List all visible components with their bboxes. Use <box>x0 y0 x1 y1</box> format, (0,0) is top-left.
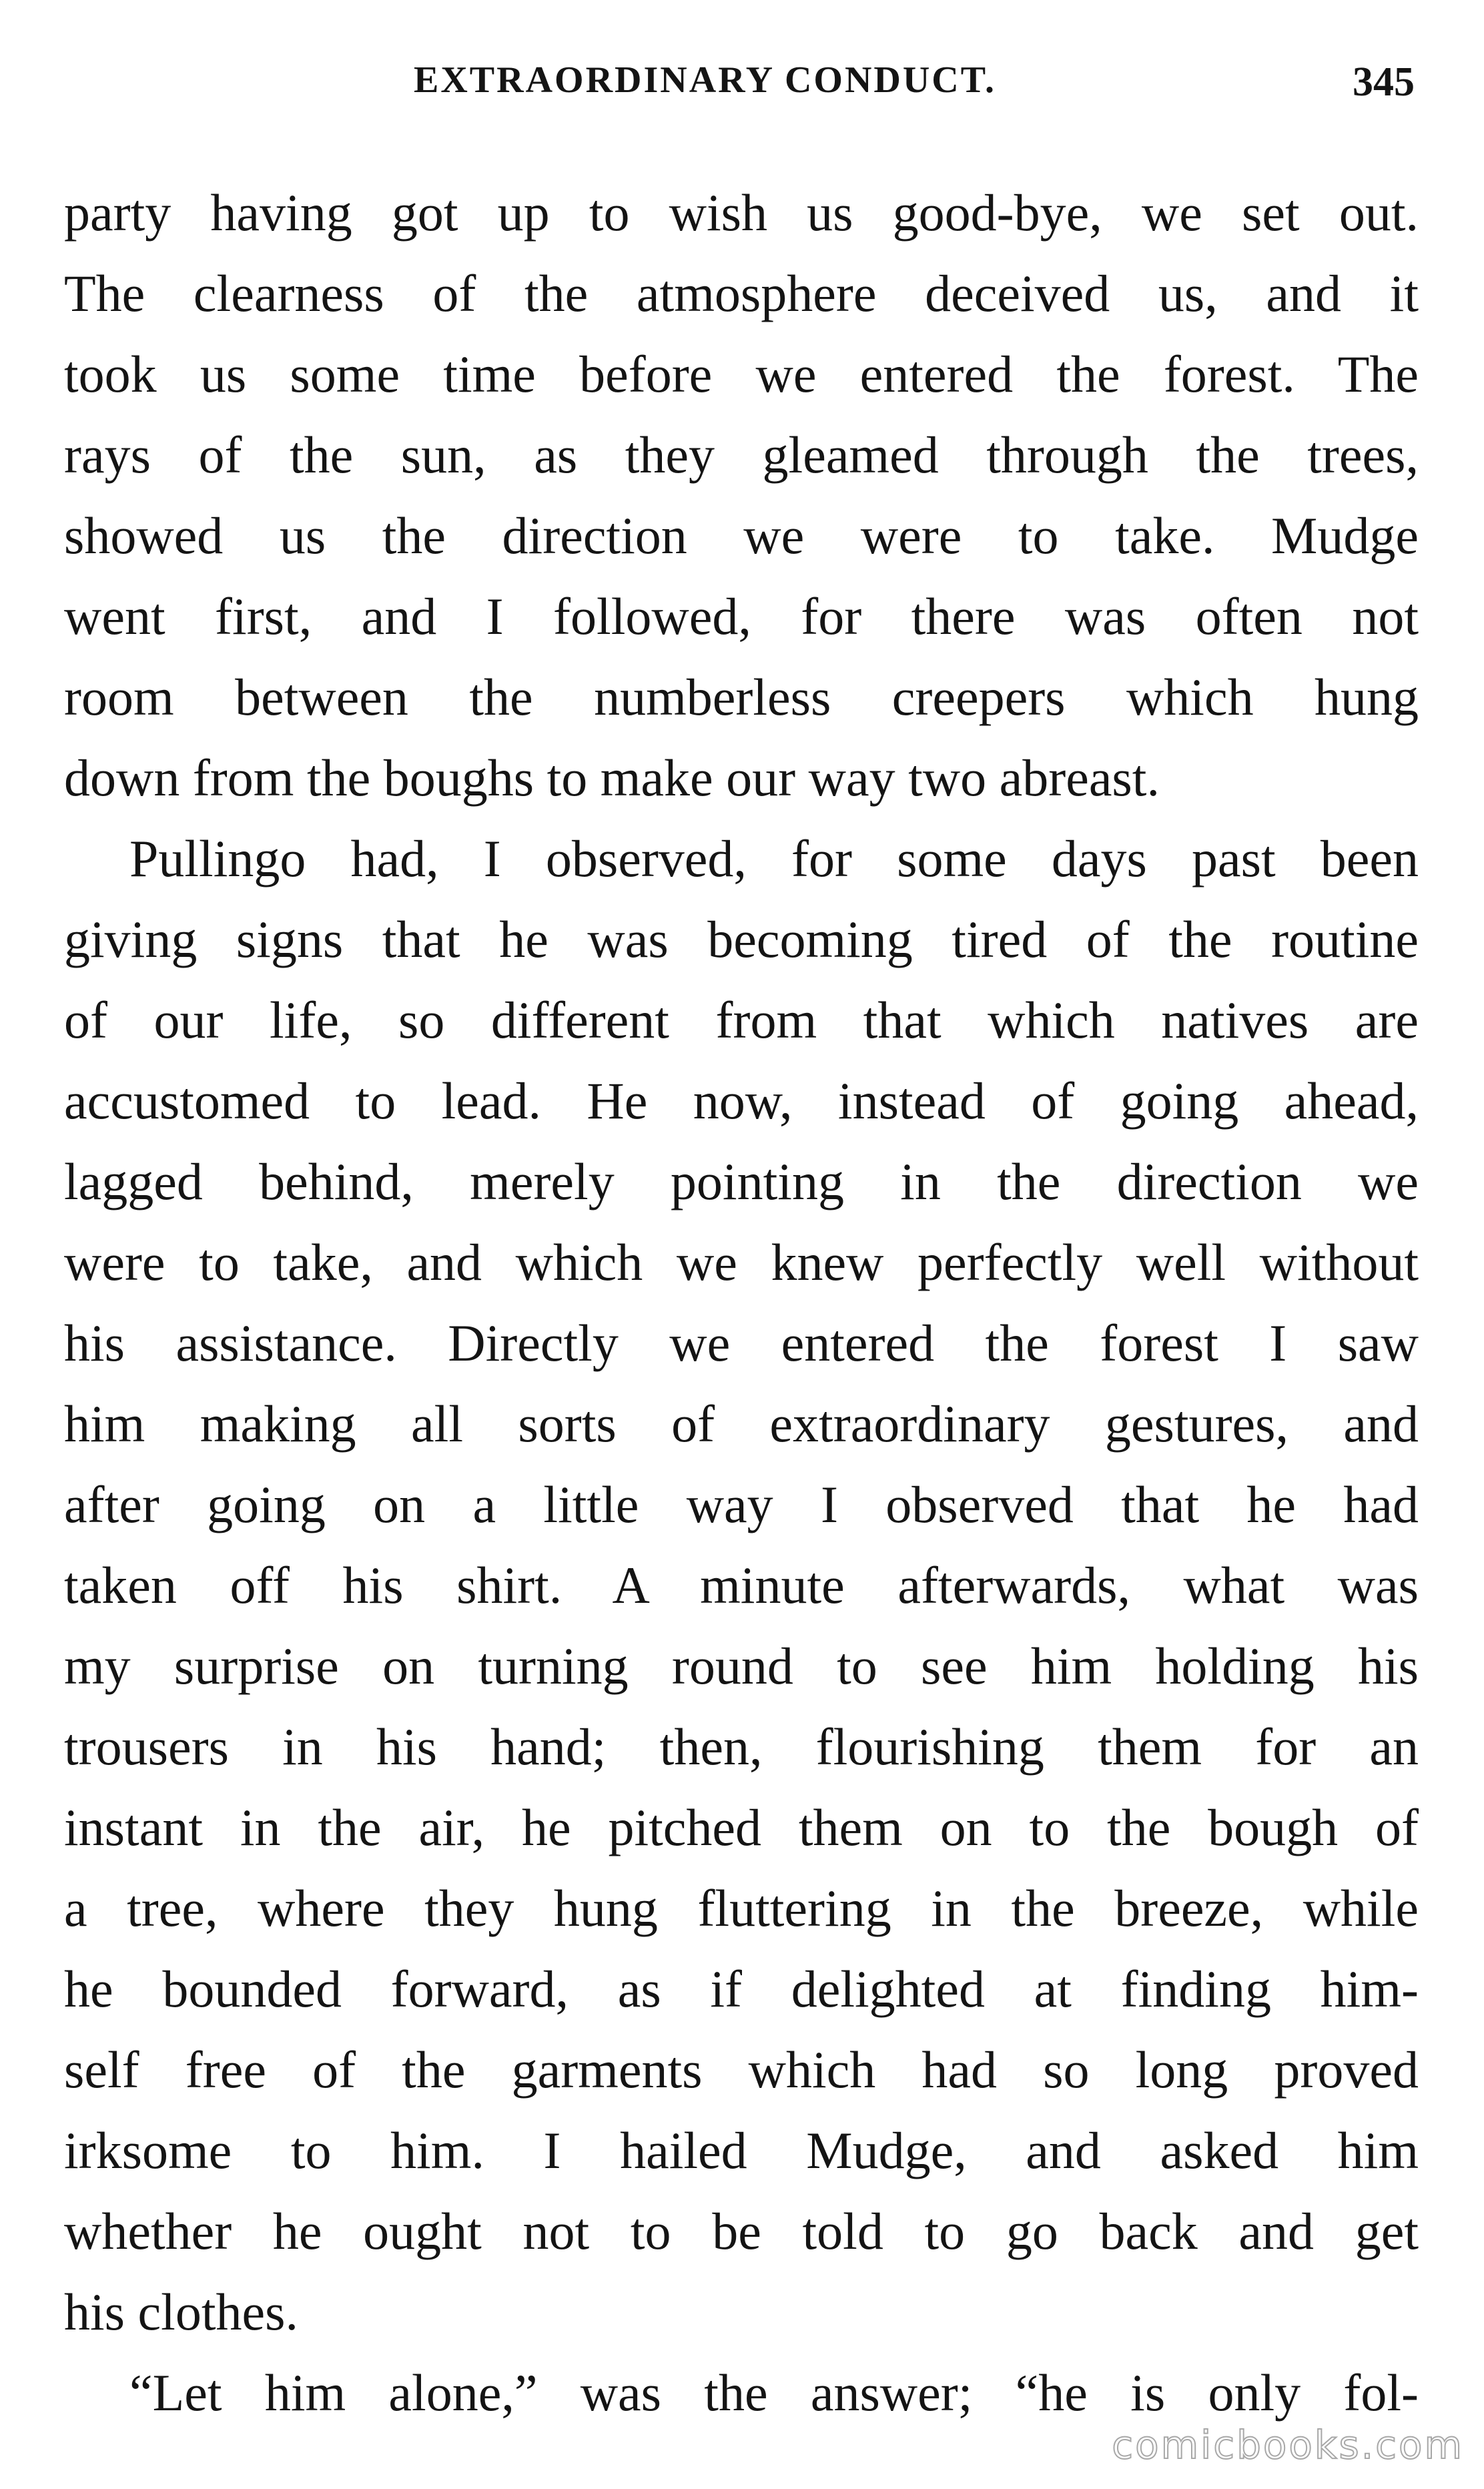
text-line: my surprise on turning round to see him holding his <box>64 1637 1419 1695</box>
text-line: after going on a little way I observed that he had <box>64 1475 1419 1533</box>
text-line: instant in the air, he pitched them on to the bough of <box>64 1798 1419 1856</box>
text-line: Pullingo had, I observed, for some days past been <box>129 829 1419 887</box>
text-line: his clothes. <box>64 2283 298 2341</box>
text-line: accustomed to lead. He now, instead of going ahead, <box>64 1072 1419 1130</box>
text-line: a tree, where they hung fluttering in the breeze, while <box>64 1879 1419 1937</box>
text-line: trousers in his hand; then, flourishing them for an <box>64 1718 1419 1776</box>
text-line: giving signs that he was becoming tired of the routine <box>64 910 1419 968</box>
text-line: him making all sorts of extraordinary gestures, and <box>64 1395 1419 1453</box>
text-line: room between the numberless creepers which hung <box>64 668 1419 726</box>
text-line: irksome to him. I hailed Mudge, and asked him <box>64 2121 1419 2179</box>
page-number: 345 <box>1353 59 1415 105</box>
text-line: self free of the garments which had so long proved <box>64 2041 1419 2099</box>
text-line: rays of the sun, as they gleamed through the trees, <box>64 426 1419 484</box>
body-text <box>64 172 1419 2433</box>
text-line: taken off his shirt. A minute afterwards, what was <box>64 1556 1419 1614</box>
text-line: were to take, and which we knew perfectly well without <box>64 1233 1419 1291</box>
text-line: lagged behind, merely pointing in the direction we <box>64 1152 1419 1210</box>
text-line: whether he ought not to be told to go back and get <box>64 2202 1419 2260</box>
text-line: “Let him alone,” was the answer; “he is only fol- <box>129 2364 1419 2422</box>
text-line: of our life, so different from that which natives are <box>64 991 1419 1049</box>
text-line: party having got up to wish us good-bye, we set out. <box>64 184 1419 242</box>
running-title: EXTRAORDINARY CONDUCT. <box>414 59 996 101</box>
text-line: took us some time before we entered the forest. The <box>64 345 1419 403</box>
text-line: his assistance. Directly we entered the forest I saw <box>64 1314 1419 1372</box>
text-line: down from the boughs to make our way two abreast. <box>64 749 1160 807</box>
paragraph-2 <box>64 818 1419 2352</box>
paragraph-1 <box>64 172 1419 818</box>
text-line: The clearness of the atmosphere deceived us, and it <box>64 264 1419 322</box>
text-line: went first, and I followed, for there was often not <box>64 587 1419 645</box>
running-head <box>414 59 1415 119</box>
watermark: comicbooks.com <box>1112 2422 1464 2468</box>
text-line: showed us the direction we were to take. Mudge <box>64 506 1419 565</box>
text-line: he bounded forward, as if delighted at finding him- <box>64 1960 1419 2018</box>
paragraph-3 <box>64 2352 1419 2433</box>
